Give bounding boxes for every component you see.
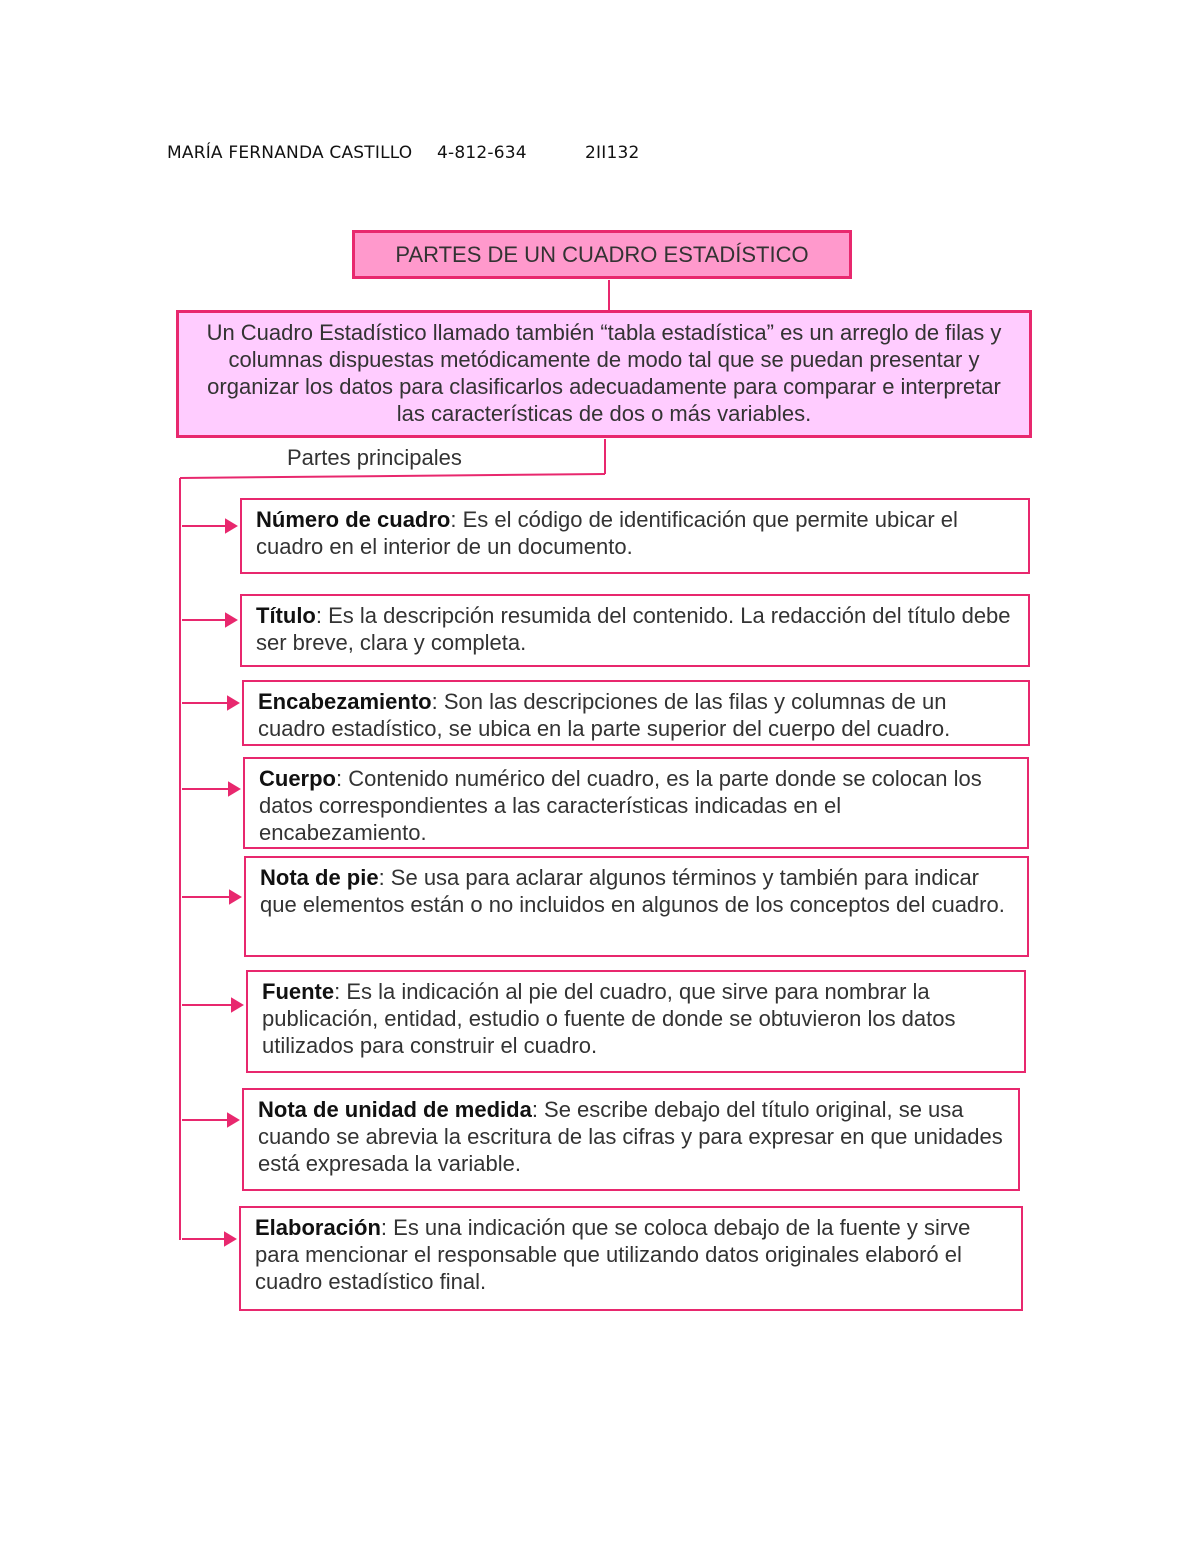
arrowhead-icon <box>232 999 242 1011</box>
student-name: MARÍA FERNANDA CASTILLO <box>167 143 413 163</box>
part-box-nota-pie <box>244 856 1029 957</box>
student-id: 4-812-634 <box>437 143 527 163</box>
part-desc: : Es la descripción resumida del contenido. La redacción del título debe ser breve, clara y completa. <box>256 603 1011 655</box>
part-box-encabezamiento <box>242 680 1030 746</box>
arrowhead-icon <box>226 520 236 532</box>
student-group: 2II132 <box>585 143 640 163</box>
arrowhead-icon <box>225 1233 235 1245</box>
part-term: Nota de pie <box>260 865 379 890</box>
arrowhead-icon <box>228 1114 238 1126</box>
arrowhead-icon <box>228 697 238 709</box>
part-box-titulo <box>240 594 1030 667</box>
part-term: Número de cuadro <box>256 507 451 532</box>
part-desc: : Es la indicación al pie del cuadro, que sirve para nombrar la publicación, entidad, estudio o fuente de donde se obtuvieron los datos utilizados para construir el cuadro. <box>262 979 956 1058</box>
part-desc: : Es el código de identificación que permite ubicar el cuadro en el interior de un documento. <box>256 507 958 559</box>
diagram-title: PARTES DE UN CUADRO ESTADÍSTICO <box>395 242 809 267</box>
arrowhead-icon <box>226 614 236 626</box>
part-desc: : Se escribe debajo del título original, se usa cuando se abrevia la escritura de las cifras y para expresar en que unidades está expresada la variable. <box>258 1097 1003 1176</box>
part-desc: : Son las descripciones de las filas y columnas de un cuadro estadístico, se ubica en la parte superior del cuerpo del cuadro. <box>258 689 951 741</box>
diagram-title-box <box>352 230 852 279</box>
arrowhead-icon <box>230 891 240 903</box>
part-desc: : Se usa para aclarar algunos términos y también para indicar que elementos están o no incluidos en algunos de los conceptos del cuadro. <box>260 865 1005 917</box>
part-box-numero <box>240 498 1030 574</box>
definition-text: Un Cuadro Estadístico llamado también “tabla estadística” es un arreglo de filas y columnas dispuestas metódicamente de modo tal que se puedan presentar y organizar los datos para clasificarlos adecuadamente para comparar e interpretar las características de dos o más variables. <box>206 320 1002 426</box>
part-box-fuente <box>246 970 1026 1073</box>
part-desc: : Es una indicación que se coloca debajo de la fuente y sirve para mencionar el responsable que utilizando datos originales elaboró el cuadro estadístico final. <box>255 1215 971 1294</box>
part-term: Nota de unidad de medida <box>258 1097 532 1122</box>
part-term: Título <box>256 603 316 628</box>
parts-subtitle: Partes principales <box>287 445 462 470</box>
part-term: Fuente <box>262 979 335 1004</box>
arrowhead-icon <box>229 783 239 795</box>
part-box-cuerpo <box>243 757 1029 849</box>
part-term: Encabezamiento <box>258 689 432 714</box>
part-box-unidad-medida <box>242 1088 1020 1191</box>
definition-box <box>176 310 1032 438</box>
branch-connector <box>180 474 605 478</box>
part-term: Cuerpo <box>259 766 336 791</box>
part-box-elaboracion <box>239 1206 1023 1311</box>
part-term: Elaboración <box>255 1215 381 1240</box>
part-desc: : Contenido numérico del cuadro, es la parte donde se colocan los datos correspondientes a las características indicadas en el encabezamiento. <box>259 766 982 845</box>
